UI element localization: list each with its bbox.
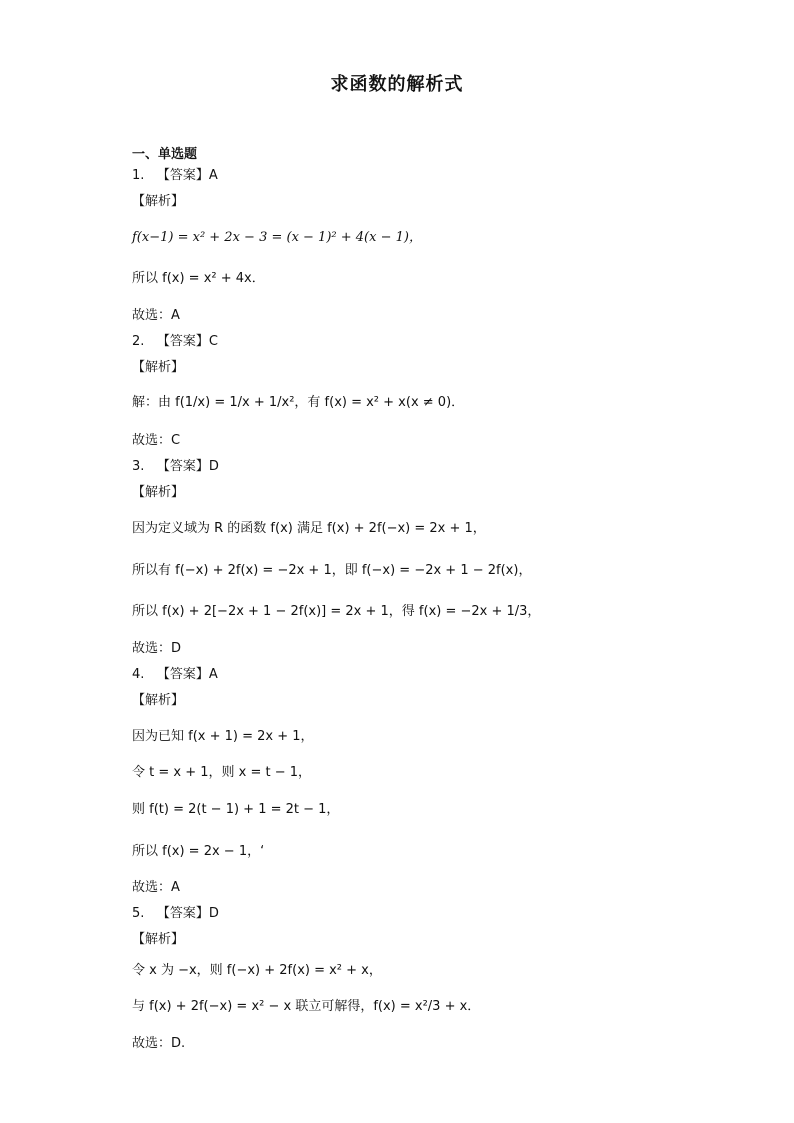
analysis-tag: 【解析】 [132, 485, 185, 500]
analysis-tag: 【解析】 [132, 932, 185, 947]
answer-line-3 [132, 458, 219, 476]
section-heading: 一、单选题 [132, 147, 198, 162]
problem-number: 2. [132, 334, 145, 349]
answer-tag: 【答案】 [156, 334, 209, 349]
answer-value: A [208, 667, 218, 682]
solution-line: 解：由 f(1/x) = 1/x + 1/x²，有 f(x) = x² + x(x ≠ 0)． [132, 395, 465, 410]
answer-value: D [208, 459, 219, 474]
solution-line: 所以 f(x) = x² + 4x． [132, 271, 265, 286]
choice-line: 故选：D [132, 641, 182, 656]
analysis-tag: 【解析】 [132, 693, 185, 708]
answer-line-1 [132, 167, 218, 185]
analysis-tag: 【解析】 [132, 194, 185, 209]
choice-line: 故选：A [132, 880, 180, 895]
analysis-tag: 【解析】 [132, 360, 185, 375]
answer-value: C [208, 334, 218, 349]
answer-line-2 [132, 333, 218, 351]
answer-value: A [208, 168, 218, 183]
problem-number: 1. [132, 168, 145, 183]
solution-line: f(x−1) = x² + 2x − 3 = (x − 1)² + 4(x − 1)， [132, 230, 422, 245]
solution-line: 令 t = x + 1，则 x = t − 1， [132, 765, 312, 780]
page-title: 求函数的解析式 [330, 74, 464, 95]
solution-line: 令 x 为 −x，则 f(−x) + 2f(x) = x² + x， [132, 963, 382, 978]
choice-line: 故选：A [132, 308, 180, 323]
answer-value: D [208, 906, 219, 921]
answer-tag: 【答案】 [156, 906, 209, 921]
solution-line: 则 f(t) = 2(t − 1) + 1 = 2t − 1， [132, 802, 340, 817]
solution-line: 所以 f(x) = 2x − 1，‘ [132, 844, 265, 859]
solution-line: 与 f(x) + 2f(−x) = x² − x 联立可解得，f(x) = x²/3 + x． [132, 999, 481, 1014]
choice-line: 故选：D. [132, 1036, 186, 1051]
problem-number: 5. [132, 906, 145, 921]
answer-line-4 [132, 666, 218, 684]
problem-number: 3. [132, 459, 145, 474]
answer-tag: 【答案】 [156, 667, 209, 682]
answer-line-5 [132, 905, 219, 923]
solution-line: 所以 f(x) + 2[−2x + 1 − 2f(x)] = 2x + 1，得 f(x) = −2x + 1/3， [132, 604, 541, 619]
solution-line: 因为已知 f(x + 1) = 2x + 1， [132, 729, 314, 744]
answer-tag: 【答案】 [156, 168, 209, 183]
answer-tag: 【答案】 [156, 459, 209, 474]
solution-line: 因为定义域为 R 的函数 f(x) 满足 f(x) + 2f(−x) = 2x + 1， [132, 521, 486, 536]
problem-number: 4. [132, 667, 145, 682]
choice-line: 故选：C [132, 433, 181, 448]
solution-line: 所以有 f(−x) + 2f(x) = −2x + 1，即 f(−x) = −2x + 1 − 2f(x)， [132, 563, 532, 578]
